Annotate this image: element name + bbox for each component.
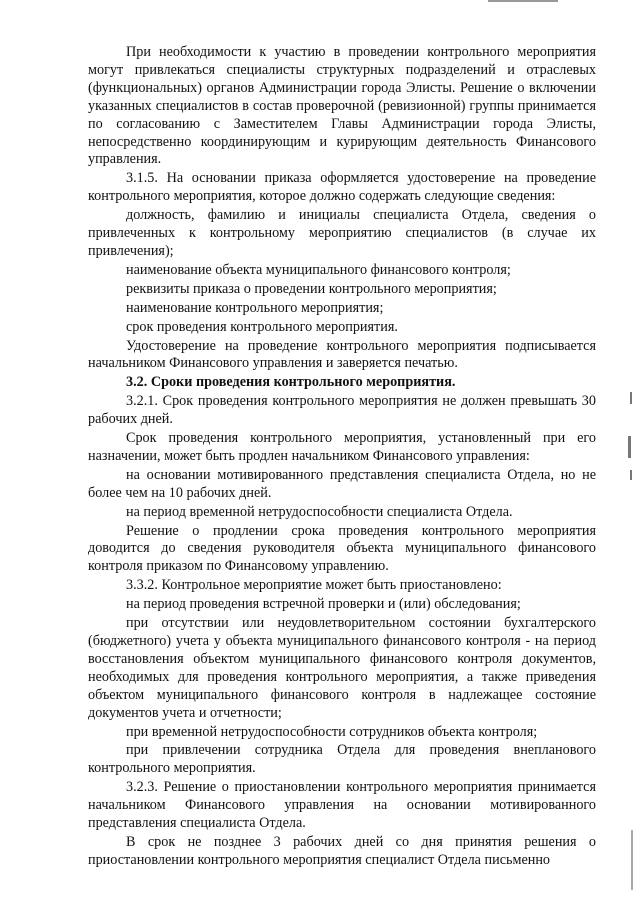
scan-mark-edge-1	[630, 392, 632, 404]
list-item-staff-disability: при временной нетрудоспособности сотрудников объекта контроля;	[126, 723, 538, 740]
scan-mark-edge-3	[630, 470, 632, 480]
section-heading-3-2: 3.2. Сроки проведения контрольного мероприятия.	[126, 374, 456, 391]
document-page	[88, 44, 596, 871]
list-item-disability: на период временной нетрудоспособности специалиста Отдела.	[126, 503, 513, 520]
paragraph-extension-decision: Решение о продлении срока проведения контрольного мероприятия доводится до сведения руководителя объекта муниципального финансового контроля приказом по Финансовому управлению.	[88, 522, 596, 575]
list-item-order-details: реквизиты приказа о проведении контрольного мероприятия;	[126, 280, 497, 297]
list-item-event-name: наименование контрольного мероприятия;	[126, 299, 384, 316]
list-item-unplanned: при привлечении сотрудника Отдела для проведения внепланового контрольного мероприятия.	[88, 742, 596, 777]
paragraph-certificate-signed: Удостоверение на проведение контрольного мероприятия подписывается начальником Финансового управления и заверяется печатью.	[88, 337, 596, 372]
list-item-position: должность, фамилию и инициалы специалиста Отдела, сведения о привлеченных к контрольному мероприятию специалистов (в случае их привлечения);	[88, 207, 596, 259]
list-item-accounting: при отсутствии или неудовлетворительном состоянии бухгалтерского (бюджетного) учета у объекта муниципального финансового контроля - на период восстановления объектом муниципального финансового контроля документов, необходимых для проведения контрольного мероприятия, а также приведения объектом муниципального финансового контроля в надлежащее состояние документов учета и отчетности;	[88, 615, 596, 721]
paragraph-extension: Срок проведения контрольного мероприятия, установленный при его назначении, может быть продлен начальником Финансового управления:	[88, 430, 596, 464]
list-item-object-name: наименование объекта муниципального финансового контроля;	[126, 261, 511, 278]
paragraph-3-3-2: 3.3.2. Контрольное мероприятие может быть приостановлено:	[126, 577, 502, 594]
paragraph-3-1-5: 3.1.5. На основании приказа оформляется удостоверение на проведение контрольного мероприятия, которое должно содержать следующие сведения:	[88, 170, 596, 205]
scan-mark-edge-2	[628, 436, 631, 458]
paragraph-3-2-3: 3.2.3. Решение о приостановлении контрольного мероприятия принимается начальником Финансового управления на основании мотивированного представления специалиста Отдела.	[88, 779, 596, 832]
paragraph-suspension-notice: В срок не позднее 3 рабочих дней со дня принятия решения о приостановлении контрольного мероприятия специалист Отдела письменно	[88, 833, 596, 868]
paragraph-3-2-1: 3.2.1. Срок проведения контрольного мероприятия не должен превышать 30 рабочих дней.	[88, 393, 596, 428]
list-item-motivated-request: на основании мотивированного представления специалиста Отдела, но не более чем на 10 рабочих дней.	[88, 466, 596, 501]
scan-mark-edge-4	[631, 830, 633, 890]
paragraph-specialists: При необходимости к участию в проведении контрольного мероприятия могут привлекаться специалисты структурных подразделений и отраслевых (функциональных) органов Администрации города Элисты. Решение о включении указанных специалистов в состав проверочной (ревизионной) группы принимается по согласованию с Заместителем Главы Администрации города Элисты, непосредственно координирующим и курирующим деятельность Финансового управления.	[88, 44, 596, 168]
list-item-event-term: срок проведения контрольного мероприятия.	[126, 318, 398, 335]
scan-mark-top	[488, 0, 558, 2]
list-item-counter-check: на период проведения встречной проверки и (или) обследования;	[126, 596, 521, 613]
